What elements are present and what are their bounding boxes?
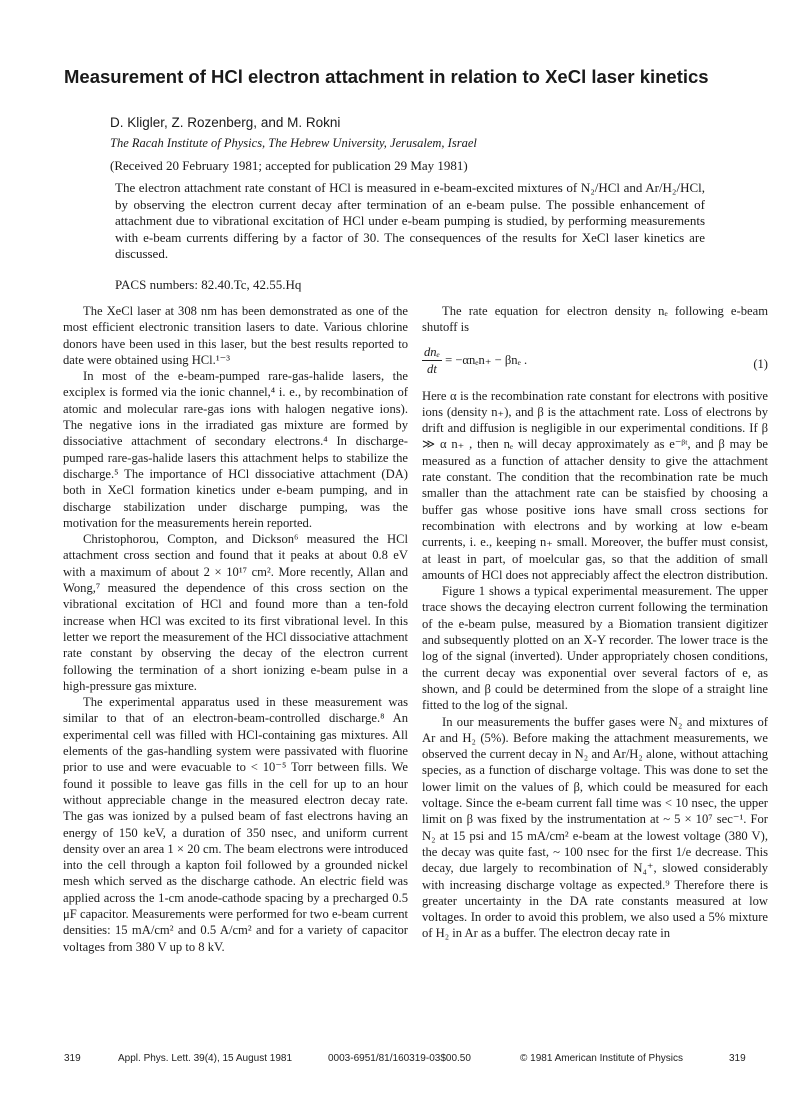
page-number-left: 319 xyxy=(64,1053,81,1064)
abstract: The electron attachment rate constant of HCl is measured in e-beam-excited mixtures of N₂/HCl and Ar/H₂/HCl, by observing the electron current decay after termination of an e-beam pulse. The possible enhancement of attachment due to vibrational excitation of HCl under e-beam pumping is studied, by performing measurements with e-beam currents differing by a factor of 30. The consequences of the results for XeCl laser kinetics are discussed. xyxy=(115,180,705,262)
affiliation: The Racah Institute of Physics, The Hebrew University, Jerusalem, Israel xyxy=(110,136,477,150)
article-code: 0003-6951/81/160319-03$00.50 xyxy=(328,1053,471,1064)
journal-citation: Appl. Phys. Lett. 39(4), 15 August 1981 xyxy=(118,1053,293,1064)
paragraph: The rate equation for electron density nₑ following e-beam shutoff is xyxy=(422,304,768,335)
page-number-right: 319 xyxy=(729,1053,746,1064)
author-list: D. Kligler, Z. Rozenberg, and M. Rokni xyxy=(110,115,341,130)
received-dates: (Received 20 February 1981; accepted for publication 29 May 1981) xyxy=(110,158,468,173)
right-column xyxy=(422,303,768,942)
pacs-numbers: PACS numbers: 82.40.Tc, 42.55.Hq xyxy=(115,277,302,292)
equation-number: (1) xyxy=(753,356,768,371)
equation-fraction xyxy=(422,344,442,378)
paragraph: The XeCl laser at 308 nm has been demonstrated as one of the most efficient electronic transition lasers to date. Various chlorine donors have been used in this laser, but the best results reported to date were obtained using HCl.¹⁻³ xyxy=(63,304,408,367)
paragraph: Christophorou, Compton, and Dickson⁶ measured the HCl attachment cross section and found that it peaks at about 0.8 eV with a maximum of about 2 × 10¹⁷ cm². More recently, Allan and Wong,⁷ measured the dependence of this cross section on the vibrational excitation of HCl and found more than a ten-fold increase when HCl was excited to its first vibrational level. In this letter we report the measurement of the HCl dissociative attachment rate constant by observing the decay of the electron current following the termination of a short ionizing e-beam pulse in a high-pressure gas mixture. xyxy=(63,532,408,693)
paragraph: The experimental apparatus used in these measurement was similar to that of an electron-beam-controlled discharge.⁸ An experimental cell was filled with HCl-containing gas mixtures. All elements of the gas-handling system were passivated with fluorine prior to use and were evacuable to < 10⁻⁵ Torr between fills. We found it possible to leave gas fills in the cell for up to an hour without appreciable change in the measured electron decay rate. The gas was ionized by a pulsed beam of fast electrons having an energy of 150 keV, a duration of 350 nsec, and uniform current density over an area 1 × 20 cm. The beam electrons were introduced into the cell through a kapton foil followed by a grounded nickel mesh which served as the discharge cathode. An electric field was applied across the 1-cm anode-cathode spacing by a precharged 0.5 μF capacitor. Measurements were performed for two e-beam current densities: 15 mA/cm² and 0.5 A/cm² and for a variety of capacitor voltages from 380 V up to 8 kV. xyxy=(63,695,408,954)
paragraph: Figure 1 shows a typical experimental measurement. The upper trace shows the decaying electron current following the termination of the e-beam pulse, measured by a Biomation transient digitizer and subsequently plotted on an X-Y recorder. The lower trace is the log of the signal (inverted). Under appropriately chosen conditions, the current decay was exponential over several factors of e, as shown, and β could be determined from the slope of a straight line fitted to the log of the signal. xyxy=(422,584,768,713)
paragraph: Here α is the recombination rate constant for electrons with positive ions (density n₊), and β is the attachment rate. Loss of electrons by drift and diffusion is negligible in our experimental conditions. If β ≫ α n₊ , then nₑ will decay approximately as e⁻ᵝᵗ, and β may be measured as a function of attacher density to give the attachment rate constant. The condition that the recombination rate be much smaller than the attachment rate can be staisfied by choosing a buffer gas whose positive ions have small cross sections for recombination with electrons and by working at low e-beam currents, i. e., keeping n₊ small. Moreover, the buffer must consist, at least in part, of moelcular gas, so that the addition of small amounts of HCl does not appreciably affect the electron distribution. xyxy=(422,388,769,582)
equation-numerator: dnₑ xyxy=(422,344,442,361)
article-title: Measurement of HCl electron attachment in relation to XeCl laser kinetics xyxy=(64,66,709,87)
paragraph: In our measurements the buffer gases were N₂ and mixtures of Ar and H₂ (5%). Before making the attachment measurements, we observed the current decay in N₂ and Ar/H₂ alone, without attaching species, as a function of discharge voltage. This was done to set the lower limit on the values of β, which could be measured for each voltage. Since the e-beam current fall time was < 10 nsec, the upper limit on β was fixed by the instrumentation at ~ 5 × 10⁷ sec⁻¹. For N₂ at 15 psi and 15 mA/cm² e-beam at the lowest voltage (380 V), the decay was quite fast, ~ 100 nsec for the first 1/e decrease. This decay, due largely to recombination of N₄⁺, slowed considerably with increasing discharge voltage as expected.⁹ Therefore there is greater uncertainty in the DA rate constants measured at low voltages. In order to avoid this problem, we also used a 5% mixture of H₂ in Ar as a buffer. The electron decay rate in xyxy=(422,714,768,941)
copyright: © 1981 American Institute of Physics xyxy=(520,1053,684,1064)
rate-equation xyxy=(422,344,768,386)
left-column xyxy=(63,303,408,955)
equation-denominator: dt xyxy=(427,361,437,376)
equation-rhs: = −αnₑn₊ − βnₑ . xyxy=(445,353,528,368)
paragraph: In most of the e-beam-pumped rare-gas-halide lasers, the exciplex is formed via the ionic channel,⁴ i. e., by recombination of atomic and molecular rare-gas ions with halogen negative ions). The negative ions in the irradiated gas mixture are formed by dissociative attachment of secondary electrons.⁴ In discharge-pumped rare-gas-halide lasers this attachment helps to stabilize the discharge.⁵ The importance of HCl dissociative attachment (DA) both in XeCl formation kinetics under e-beam pumping, and in discharge stabilization under discharge pumping, was the motivation for the measurements herein reported. xyxy=(63,369,408,530)
